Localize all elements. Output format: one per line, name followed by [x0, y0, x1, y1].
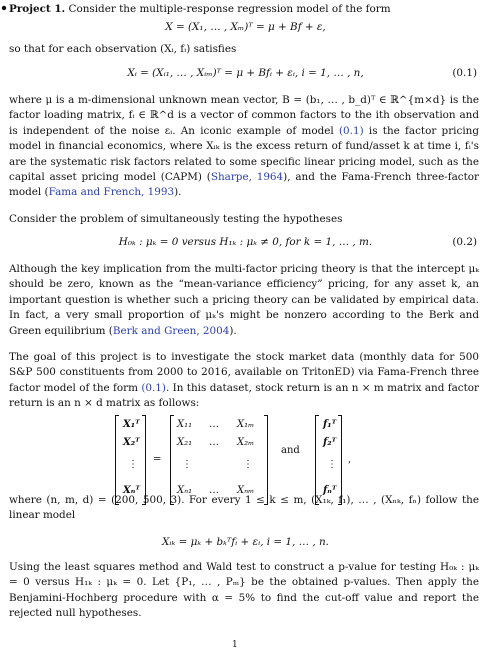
grid-bracket-open: [170, 415, 174, 505]
grid-cell-1-3: X₁ₘ: [237, 419, 255, 430]
matrices-and: and: [281, 445, 300, 456]
equation-number-0-1: (0.1): [452, 67, 477, 79]
paragraph-implication: [9, 262, 479, 339]
equation-0-2: [0, 235, 491, 250]
f-row-n: fₙᵀ: [323, 485, 337, 496]
matrix-x-vdots: ⋮: [128, 459, 138, 470]
para1-text-c: ), and the Fama-French three-factor model (: [9, 171, 479, 199]
grid-cell-1-1: X₁₁: [177, 419, 193, 430]
equation-0-1-body: Xᵢ = (Xᵢ₁, … , Xᵢₘ)ᵀ = μ + Bfᵢ + εᵢ, i = 1, … , n,: [127, 67, 364, 79]
matrices-comma: ,: [348, 454, 352, 465]
grid-cell-4-1: Xₙ₁: [177, 485, 193, 496]
data-matrices: [115, 415, 385, 503]
citation-sharpe-link[interactable]: Sharpe, 1964: [210, 171, 284, 184]
paragraph-dimensions: where (n, m, d) = (200, 500, 3). For every 1 ≤ k ≤ m, (X₁ₖ, f₁), … , (Xₙₖ, fₙ) follow the linear model: [9, 494, 479, 522]
matrix-equals: =: [153, 454, 162, 465]
para2-text-a: Although the key implication from the multi-factor pricing theory is that the intercept μₖ should be zero, known as the “mean-variance efficiency” pricing, for any asset k, an important question is whether such a pricing theory can be validated by empirical data. In fact, a very small proportion of μₖ's might be nonzero according to the Berk and Green equilibrium (: [9, 263, 479, 337]
para1-text-b: is the factor pricing model in financial economics, where Xᵢₖ is the excess return of fund/asset k at time i, fᵢ's are the systematic risk factors related to some specific linear pricing model, such as the capital asset pricing model (CAPM) (: [9, 124, 479, 184]
citation-fama-french-link[interactable]: Fama and French, 1993: [48, 186, 175, 199]
para3-text-b: . In this dataset, stock return is an n × m matrix and factor return is an n × d matrix as follows:: [9, 381, 479, 410]
equation-ref-link[interactable]: (0.1): [338, 124, 364, 137]
project-intro: Consider the multiple-response regression model of the form: [68, 3, 391, 15]
grid-cell-3-1: ⋮: [182, 459, 192, 470]
f-bracket-open: [315, 415, 319, 505]
equation-ref-link-2[interactable]: (0.1): [141, 381, 166, 394]
matrix-x-row-2: X₂ᵀ: [123, 437, 140, 448]
para3-text-a: The goal of this project is to investigate the stock market data (monthly data for 500 S&P 500 constituents from 2000 to 2016, available on TritonED) via Fama-French three factor model of the form: [9, 351, 479, 394]
left-bracket: [115, 415, 119, 505]
project-heading: [0, 2, 479, 17]
paragraph-procedure: Using the least squares method and Wald test to construct a p-value for testing H₀ₖ : μₖ = 0 versus H₁ₖ : μₖ = 0. Let {P₁, … , Pₘ} be the obtained p-values. Then apply the Benjamini-Hochberg procedure with α = 5% to find the cut-off value and report the rejected null hypotheses.: [9, 561, 479, 620]
hypotheses-intro: Consider the problem of simultaneously testing the hypotheses: [9, 213, 343, 225]
grid-cell-2-1: X₂₁: [177, 437, 193, 448]
f-row-1: f₁ᵀ: [323, 419, 337, 430]
equation-0-2-body: H₀ₖ : μₖ = 0 versus H₁ₖ : μₖ ≠ 0, for k = 1, … , m.: [118, 236, 373, 248]
paragraph-goal: [9, 350, 479, 412]
page-number: 1: [232, 640, 238, 650]
equation-number-0-2: (0.2): [452, 236, 477, 248]
grid-cell-1-2: …: [209, 419, 219, 430]
f-bracket-close: [338, 415, 342, 505]
paragraph-model-description: [9, 93, 479, 201]
project-label: Project 1.: [9, 3, 66, 15]
f-row-2: f₂ᵀ: [323, 437, 337, 448]
model-equation: X = (X₁, … , Xₘ)ᵀ = μ + Bf + ε,: [165, 21, 326, 33]
left-bracket-close: [142, 415, 146, 505]
grid-cell-2-3: X₂ₘ: [237, 437, 255, 448]
linear-model-equation: Xᵢₖ = μₖ + bₖᵀfᵢ + εᵢ, i = 1, … , n.: [162, 536, 329, 548]
bullet-icon: [0, 4, 8, 12]
para1-text-d: ).: [174, 186, 182, 199]
observation-text: so that for each observation (Xᵢ, fᵢ) satisfies: [9, 43, 237, 55]
matrix-x-row-1: X₁ᵀ: [123, 419, 140, 430]
grid-cell-4-2: …: [209, 485, 219, 496]
equation-0-1: [0, 66, 491, 81]
grid-cell-2-2: …: [209, 437, 219, 448]
grid-cell-3-3: ⋮: [243, 459, 253, 470]
grid-cell-4-3: Xₙₘ: [237, 485, 255, 496]
para2-text-b: ).: [229, 324, 237, 337]
f-vdots: ⋮: [327, 459, 337, 470]
matrix-x-row-n: Xₙᵀ: [123, 485, 141, 496]
citation-berk-green-link[interactable]: Berk and Green, 2004: [112, 324, 230, 337]
para1-text-a: where μ is a m-dimensional unknown mean vector, B = (b₁, … , b_d)ᵀ ∈ ℝ^{m×d} is the factor loading matrix, fᵢ ∈ ℝ^d is a vector of common factors to the ith observation and is independent of the noise εᵢ. An iconic example of model: [9, 94, 479, 137]
grid-bracket-close: [264, 415, 268, 505]
